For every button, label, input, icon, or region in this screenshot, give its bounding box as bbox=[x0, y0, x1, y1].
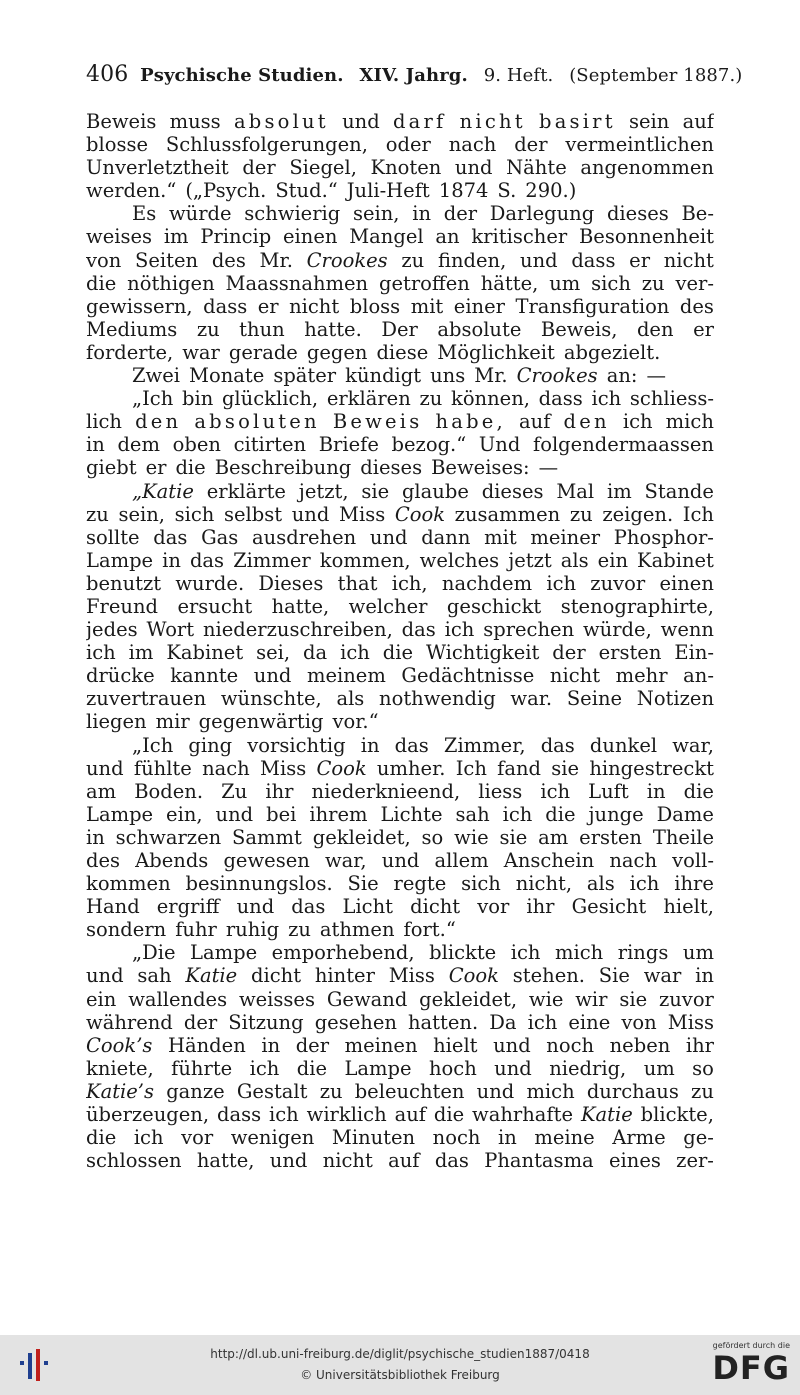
text-line: kommen besinnungslos. Sie regte sich nicht, als ich ihre bbox=[86, 872, 714, 896]
text-line: in dem oben citirten Briefe bezog.“ Und folgendermaassen bbox=[86, 433, 714, 457]
text-line: kniete, führte ich die Lampe hoch und niedrig, um so bbox=[86, 1056, 714, 1080]
text-line: Mediums zu thun hatte. Der absolute Beweis, den er bbox=[86, 317, 714, 341]
text-line: in schwarzen Sammt gekleidet, so wie sie am ersten Theile bbox=[86, 825, 714, 849]
dfg-sponsor bbox=[706, 1341, 790, 1391]
text-line: und sah Katie dicht hinter Miss Cook stehen. Sie war in bbox=[86, 964, 714, 988]
text-line: lich den absoluten Beweis habe, auf den ich mich bbox=[86, 410, 714, 434]
text-line: „Ich bin glücklich, erklären zu können, dass ich schliess- bbox=[132, 387, 714, 411]
copyright-notice: © Universitätsbibliothek Freiburg bbox=[300, 1368, 500, 1382]
source-url[interactable]: http://dl.ub.uni-freiburg.de/diglit/psychische_studien1887/0418 bbox=[210, 1347, 590, 1361]
text-line: ein wallendes weisses Gewand gekleidet, wie wir sie zuvor bbox=[86, 987, 714, 1011]
text-line: Lampe ein, und bei ihrem Lichte sah ich die junge Dame bbox=[86, 802, 714, 826]
dfg-note: gefördert durch die bbox=[712, 1341, 790, 1350]
text-line: blosse Schlussfolgerungen, oder nach der vermeintlichen bbox=[86, 133, 714, 157]
text-line: die nöthigen Maassnahmen getroffen hätte, um sich zu ver- bbox=[86, 271, 714, 295]
text-line: „Ich ging vorsichtig in das Zimmer, das dunkel war, bbox=[132, 733, 714, 757]
text-line: liegen mir gegenwärtig vor.“ bbox=[86, 710, 379, 734]
page-number: 406 bbox=[86, 62, 129, 87]
text-line: „Katie erklärte jetzt, sie glaube dieses Mal im Stande bbox=[132, 479, 714, 503]
volume-label: XIV. Jahrg. bbox=[359, 65, 468, 86]
text-line: jedes Wort niederzuschreiben, das ich sprechen würde, wenn bbox=[86, 618, 714, 642]
text-line: sondern fuhr ruhig zu athmen fort.“ bbox=[86, 918, 456, 942]
body-text bbox=[86, 110, 714, 1172]
text-line: sollte das Gas ausdrehen und dann mit meiner Phosphor- bbox=[86, 525, 714, 549]
text-line: Zwei Monate später kündigt uns Mr. Crookes an: — bbox=[132, 364, 666, 388]
date-label: (September 1887.) bbox=[569, 65, 743, 86]
text-line: weises im Princip einen Mangel an kritischer Besonnenheit bbox=[86, 225, 714, 249]
text-line: von Seiten des Mr. Crookes zu finden, und dass er nicht bbox=[86, 248, 714, 272]
text-line: „Die Lampe emporhebend, blickte ich mich rings um bbox=[132, 941, 714, 965]
text-line: benutzt wurde. Dieses that ich, nachdem ich zuvor einen bbox=[86, 571, 714, 595]
text-line: forderte, war gerade gegen diese Möglichkeit abgezielt. bbox=[86, 340, 661, 364]
text-line: zuvertrauen wünschte, als nothwendig war. Seine Notizen bbox=[86, 687, 714, 711]
text-line: des Abends gewesen war, und allem Anschein nach voll- bbox=[86, 849, 714, 872]
text-line: Katie’s ganze Gestalt zu beleuchten und mich durchaus zu bbox=[86, 1079, 714, 1103]
text-line: gewissern, dass er nicht bloss mit einer Transfiguration des bbox=[86, 294, 714, 318]
text-line: Es würde schwierig sein, in der Darlegung dieses Be- bbox=[132, 202, 714, 226]
text-line: überzeugen, dass ich wirklich auf die wahrhafte Katie blickte, bbox=[86, 1103, 714, 1127]
issue-label: 9. Heft. bbox=[483, 65, 554, 86]
text-line: Beweis muss absolut und darf nicht basirt sein auf bbox=[86, 110, 714, 133]
text-line: am Boden. Zu ihr niederknieend, liess ich Luft in die bbox=[86, 779, 714, 803]
text-line: giebt er die Beschreibung dieses Beweises: — bbox=[86, 456, 559, 480]
text-line: Freund ersucht hatte, welcher geschickt stenographirte, bbox=[86, 594, 714, 618]
text-line: Unverletztheit der Siegel, Knoten und Nähte angenommen bbox=[86, 156, 714, 180]
text-line: Cook’s Händen in der meinen hielt und noch neben ihr bbox=[86, 1033, 714, 1057]
text-line: zu sein, sich selbst und Miss Cook zusammen zu zeigen. Ich bbox=[86, 502, 714, 526]
text-line: Lampe in das Zimmer kommen, welches jetzt als ein Kabinet bbox=[86, 548, 714, 572]
text-line: Hand ergriff und das Licht dicht vor ihr Gesicht hielt, bbox=[86, 895, 714, 919]
dfg-logo: DFG bbox=[712, 1349, 790, 1387]
text-line: während der Sitzung gesehen hatten. Da ich eine von Miss bbox=[86, 1010, 714, 1034]
text-line: ich im Kabinet sei, da ich die Wichtigkeit der ersten Ein- bbox=[86, 641, 714, 665]
footer-bar bbox=[0, 1335, 800, 1395]
text-line: werden.“ („Psych. Stud.“ Juli-Heft 1874 S. 290.) bbox=[86, 179, 577, 203]
text-line: und fühlte nach Miss Cook umher. Ich fand sie hingestreckt bbox=[86, 756, 714, 780]
running-header bbox=[86, 62, 743, 88]
text-line: die ich vor wenigen Minuten noch in meine Arme ge- bbox=[86, 1126, 714, 1150]
text-line: drücke kannte und meinem Gedächtnisse nicht mehr an- bbox=[86, 664, 714, 688]
text-line: schlossen hatte, und nicht auf das Phantasma eines zer- bbox=[86, 1149, 714, 1173]
journal-title: Psychische Studien. bbox=[140, 65, 344, 86]
